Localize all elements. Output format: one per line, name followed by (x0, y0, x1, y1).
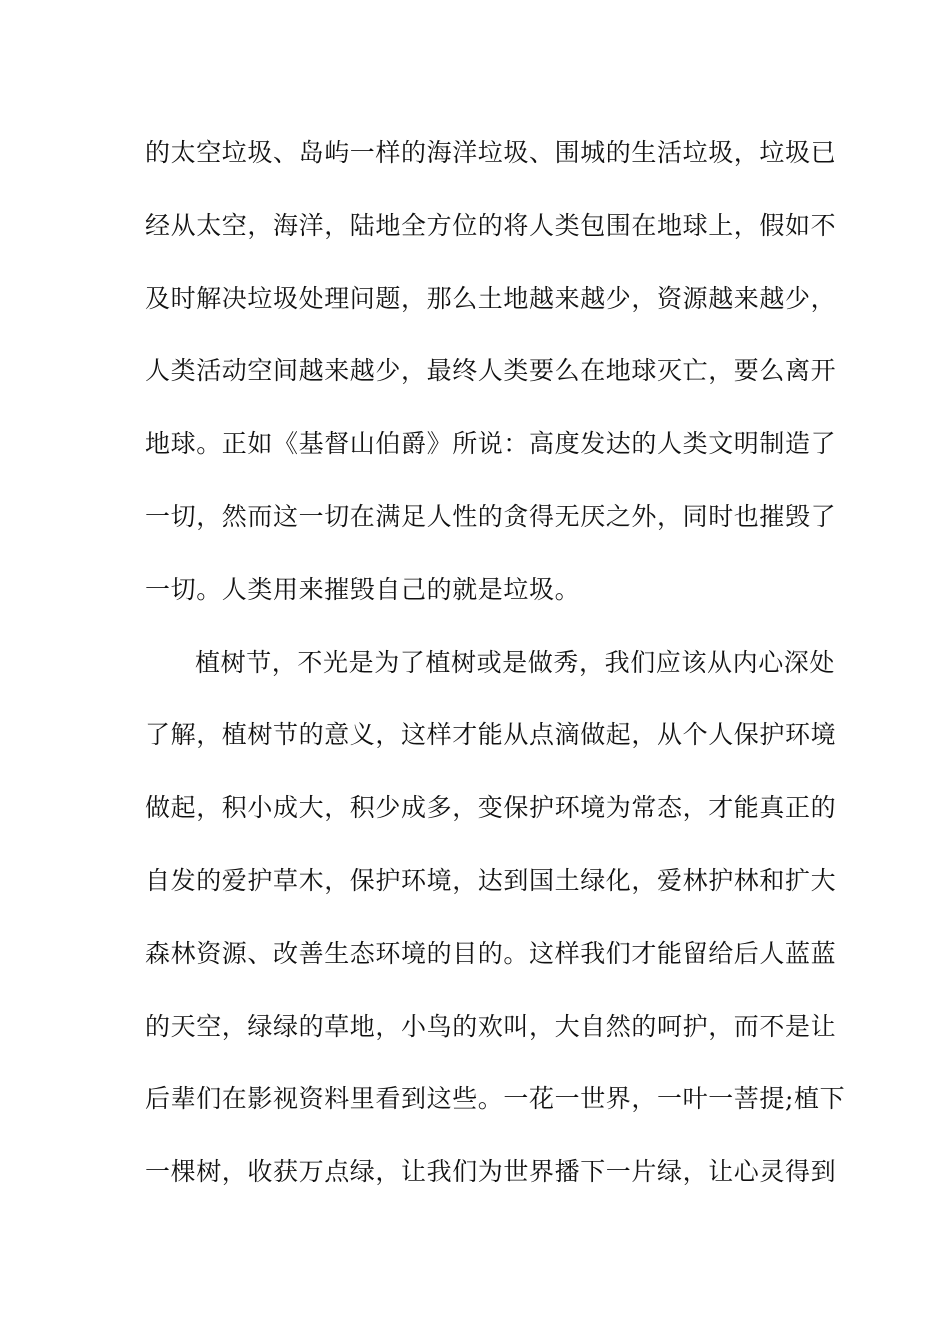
text-line: 后辈们在影视资料里看到这些。一花一世界，一叶一菩提;植下 (145, 1084, 846, 1114)
text-line: 一棵树，收获万点绿，让我们为世界播下一片绿，让心灵得到 (145, 1157, 837, 1187)
text-line: 一切，然而这一切在满足人性的贪得无厌之外，同时也摧毁了 (145, 501, 837, 531)
text-line: 人类活动空间越来越少，最终人类要么在地球灭亡，要么离开 (145, 356, 837, 386)
text-line: 做起，积小成大，积少成多，变保护环境为常态，才能真正的 (145, 793, 837, 823)
text-line: 经从太空，海洋，陆地全方位的将人类包围在地球上，假如不 (145, 210, 837, 240)
text-line: 自发的爱护草木，保护环境，达到国土绿化，爱林护林和扩大 (145, 865, 837, 895)
text-line: 的天空，绿绿的草地，小鸟的欢叫，大自然的呵护，而不是让 (145, 1011, 837, 1041)
body-text (145, 128, 846, 1220)
paragraph-start-line: 植树节，不光是为了植树或是做秀，我们应该从内心深处 (195, 647, 836, 677)
text-line: 地球。正如《基督山伯爵》所说：高度发达的人类文明制造了 (145, 429, 837, 459)
text-line: 及时解决垃圾处理问题，那么土地越来越少，资源越来越少， (145, 283, 837, 313)
text-line: 了解，植树节的意义，这样才能从点滴做起，从个人保护环境 (145, 720, 837, 750)
text-line: 一切。人类用来摧毁自己的就是垃圾。 (145, 574, 581, 604)
text-line: 森林资源、改善生态环境的目的。这样我们才能留给后人蓝蓝 (145, 938, 837, 968)
text-line: 的太空垃圾、岛屿一样的海洋垃圾、围城的生活垃圾，垃圾已 (145, 138, 837, 167)
